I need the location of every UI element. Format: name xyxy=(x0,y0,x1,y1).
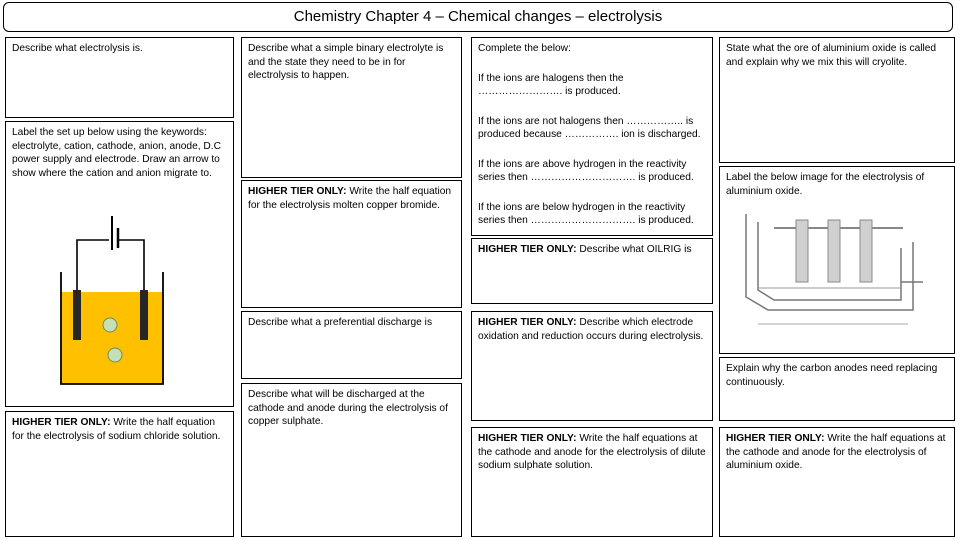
box-preferential-discharge[interactable] xyxy=(241,311,462,379)
carbon-anode-2 xyxy=(828,220,840,282)
ht-label-al-oxide: HIGHER TIER ONLY: xyxy=(726,433,825,444)
box-aluminium-oxide[interactable] xyxy=(719,427,955,537)
prompt-preferential-discharge: Describe what a preferential discharge is xyxy=(248,317,433,328)
prompt-label-setup: Label the set up below using the keywords: electrolyte, cation, cathode, anion, anode, D.C power supply and electrode. Draw an arrow to show where the cation and anion migrate to. xyxy=(12,127,221,179)
carbon-anode-3 xyxy=(860,220,872,282)
box-carbon-anodes[interactable] xyxy=(719,357,955,421)
prompt-not-halogens: If the ions are not halogens then …………….. is produced because ……………. ion is discharged. xyxy=(478,115,701,140)
box-ore[interactable] xyxy=(719,37,955,163)
carbon-anode-1 xyxy=(796,220,808,282)
prompt-oilrig: Describe what OILRIG is xyxy=(576,244,692,255)
page-title: Chemistry Chapter 4 – Chemical changes – electrolysis xyxy=(3,2,953,32)
prompt-al-oxide: Write the half equations at the cathode and anode for the electrolysis of aluminium oxide. xyxy=(726,433,946,471)
ion-lower xyxy=(108,348,122,362)
box-describe-electrolysis[interactable] xyxy=(5,37,234,118)
ht-label-cubr: HIGHER TIER ONLY: xyxy=(248,186,347,197)
box-copper-bromide[interactable] xyxy=(241,180,462,308)
box-oilrig[interactable] xyxy=(471,238,713,304)
box-nacl[interactable] xyxy=(5,411,234,537)
prompt-ore: State what the ore of aluminium oxide is called and explain why we mix this will cryolite. xyxy=(726,43,937,68)
prompt-describe-electrolysis: Describe what electrolysis is. xyxy=(12,43,143,54)
aluminium-electrolysis-diagram xyxy=(738,212,938,332)
complete-heading: Complete the below: xyxy=(478,43,571,54)
ion-upper xyxy=(103,318,117,332)
prompt-label-aluminium: Label the below image for the electrolysis of aluminium oxide. xyxy=(726,172,925,197)
wire-left xyxy=(77,240,109,292)
prompt-carbon-anodes: Explain why the carbon anodes need replacing continuously. xyxy=(726,363,938,388)
ht-label-oilrig: HIGHER TIER ONLY: xyxy=(478,244,577,255)
prompt-halogens: If the ions are halogens then the ……………………. is produced. xyxy=(478,72,624,97)
prompt-binary-electrolyte: Describe what a simple binary electrolyte is and the state they need to be in for electrolysis to happen. xyxy=(248,43,444,81)
box-copper-sulphate[interactable] xyxy=(241,383,462,537)
prompt-electrode: Describe which electrode oxidation and reduction occurs during electrolysis. xyxy=(478,317,704,342)
ht-label-nacl: HIGHER TIER ONLY: xyxy=(12,417,111,428)
ht-label-sodium-sulphate: HIGHER TIER ONLY: xyxy=(478,433,577,444)
electrode-right xyxy=(140,290,148,340)
box-complete[interactable] xyxy=(471,37,713,236)
wire-right xyxy=(119,240,144,292)
box-binary-electrolyte[interactable] xyxy=(241,37,462,178)
prompt-nacl: Write the half equation for the electrolysis of sodium chloride solution. xyxy=(12,417,221,442)
ht-label-electrode: HIGHER TIER ONLY: xyxy=(478,317,577,328)
prompt-cubr: Write the half equation for the electrolysis molten copper bromide. xyxy=(248,186,452,211)
electrode-left xyxy=(73,290,81,340)
box-electrode-redox[interactable] xyxy=(471,311,713,421)
prompt-below-hydrogen: If the ions are below hydrogen in the reactivity series then …………………………. is produced. xyxy=(478,201,694,226)
prompt-above-hydrogen: If the ions are above hydrogen in the reactivity series then …………………………. is produced. xyxy=(478,158,694,183)
box-sodium-sulphate[interactable] xyxy=(471,427,713,537)
prompt-sodium-sulphate: Write the half equations at the cathode and anode for the electrolysis of dilute sodium sulphate solution. xyxy=(478,433,706,471)
prompt-copper-sulphate: Describe what will be discharged at the cathode and anode during the electrolysis of copper sulphate. xyxy=(248,389,448,427)
electrolysis-setup-diagram xyxy=(55,210,175,385)
